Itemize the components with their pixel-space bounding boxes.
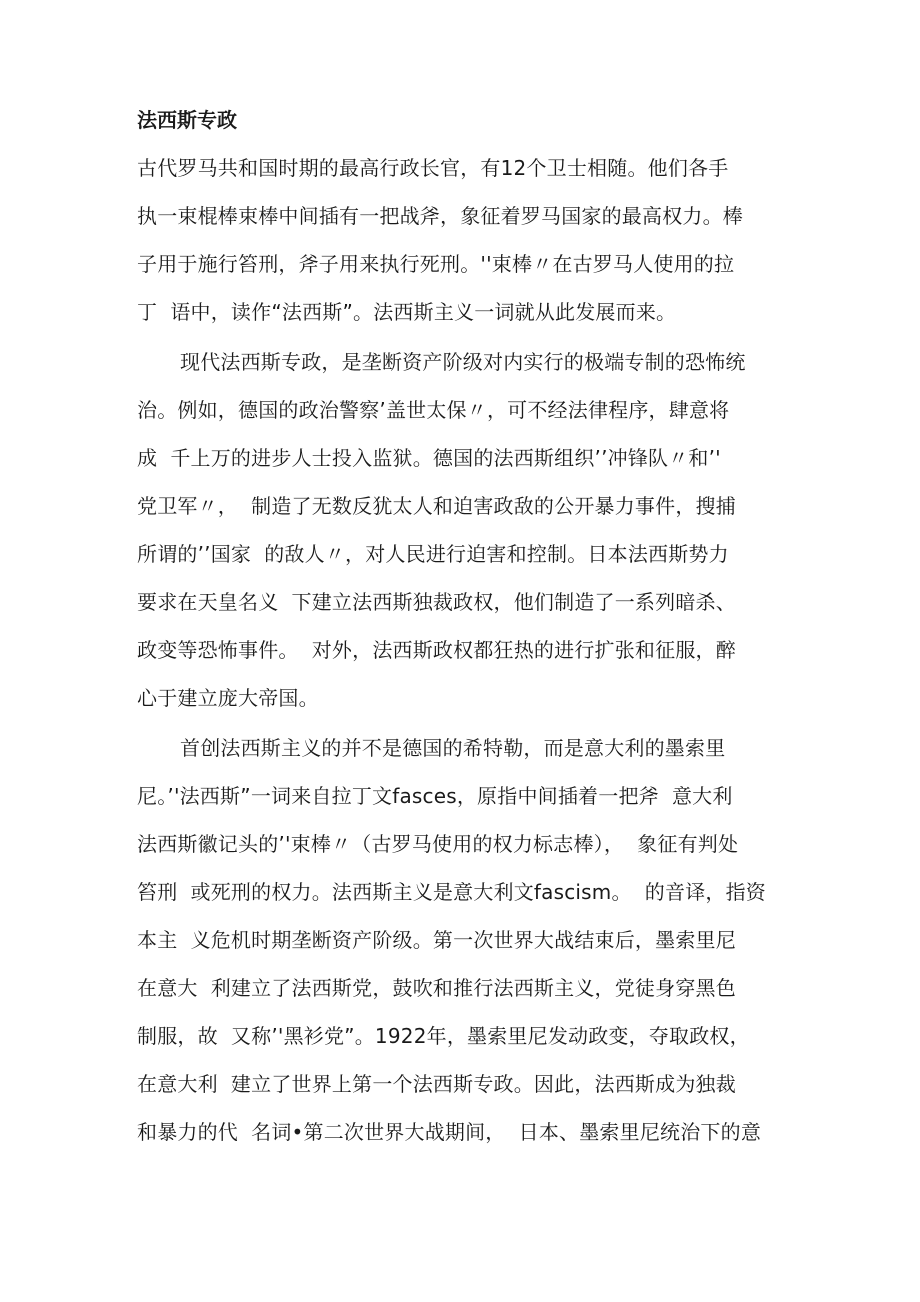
- paragraph-line: 笞刑 或死刑的权力。法西斯主义是意大利文fascism。 的音译，指资: [137, 880, 767, 904]
- paragraph-line: 和暴力的代 名词•第二次世界大战期间， 日本、墨索里尼统治下的意: [137, 1120, 762, 1144]
- paragraph-line: 本主 义危机时期垄断资产阶级。第一次世界大战结束后，墨索里尼: [137, 928, 736, 952]
- paragraph-line: 子用于施行笞刑，斧子用来执行死刑。''束棒〃在古罗马人使用的拉: [137, 252, 735, 276]
- document-title: 法西斯专政: [137, 108, 237, 132]
- paragraph-line: 成 千上万的进步人士投入监狱。德国的法西斯组织’’冲锋队〃和’': [137, 446, 721, 470]
- paragraph-line: 首创法西斯主义的并不是德国的希特勒，而是意大利的墨索里: [180, 736, 726, 760]
- paragraph-line: 丁 语中，读作“法西斯”。法西斯主义一词就从此发展而来。: [137, 300, 677, 324]
- paragraph-line: 尼。’'法西斯”一词来自拉丁文fasces，原指中间插着一把斧 意大利: [137, 784, 733, 808]
- paragraph-line: 要求在天皇名义 下建立法西斯独裁政权，他们制造了一系列暗杀、: [137, 590, 736, 614]
- paragraph-line: 在意大利 建立了世界上第一个法西斯专政。因此，法西斯成为独裁: [137, 1072, 736, 1096]
- paragraph-line: 古代罗马共和国时期的最高行政长官，有12个卫士相随。他们各手: [137, 156, 729, 180]
- paragraph-line: 现代法西斯专政，是垄断资产阶级对内实行的极端专制的恐怖统: [180, 350, 746, 374]
- paragraph-line: 治。例如，德国的政治警察’盖世太保〃，可不经法律程序，肆意将: [137, 398, 730, 422]
- paragraph-line: 政变等恐怖事件。 对外，法西斯政权都狂热的进行扩张和征服，醉: [137, 638, 736, 662]
- paragraph-line: 制服，故 又称’'黑衫党”。1922年，墨索里尼发动政变，夺取政权，: [137, 1024, 750, 1048]
- paragraph-line: 执一束棍棒束棒中间插有一把战斧，象征着罗马国家的最高权力。棒: [137, 204, 743, 228]
- paragraph-line: 在意大 利建立了法西斯党，鼓吹和推行法西斯主义，党徒身穿黑色: [137, 976, 736, 1000]
- paragraph-line: 心于建立庞大帝国。: [137, 686, 319, 710]
- paragraph-line: 法西斯徽记头的’'束棒〃（古罗马使用的权力标志棒）， 象征有判处: [137, 832, 739, 856]
- paragraph-line: 所谓的’’国家 的敌人〃，对人民进行迫害和控制。日本法西斯势力: [137, 542, 729, 566]
- paragraph-line: 党卫军〃， 制造了无数反犹太人和迫害政敌的公开暴力事件，搜捕: [137, 494, 736, 518]
